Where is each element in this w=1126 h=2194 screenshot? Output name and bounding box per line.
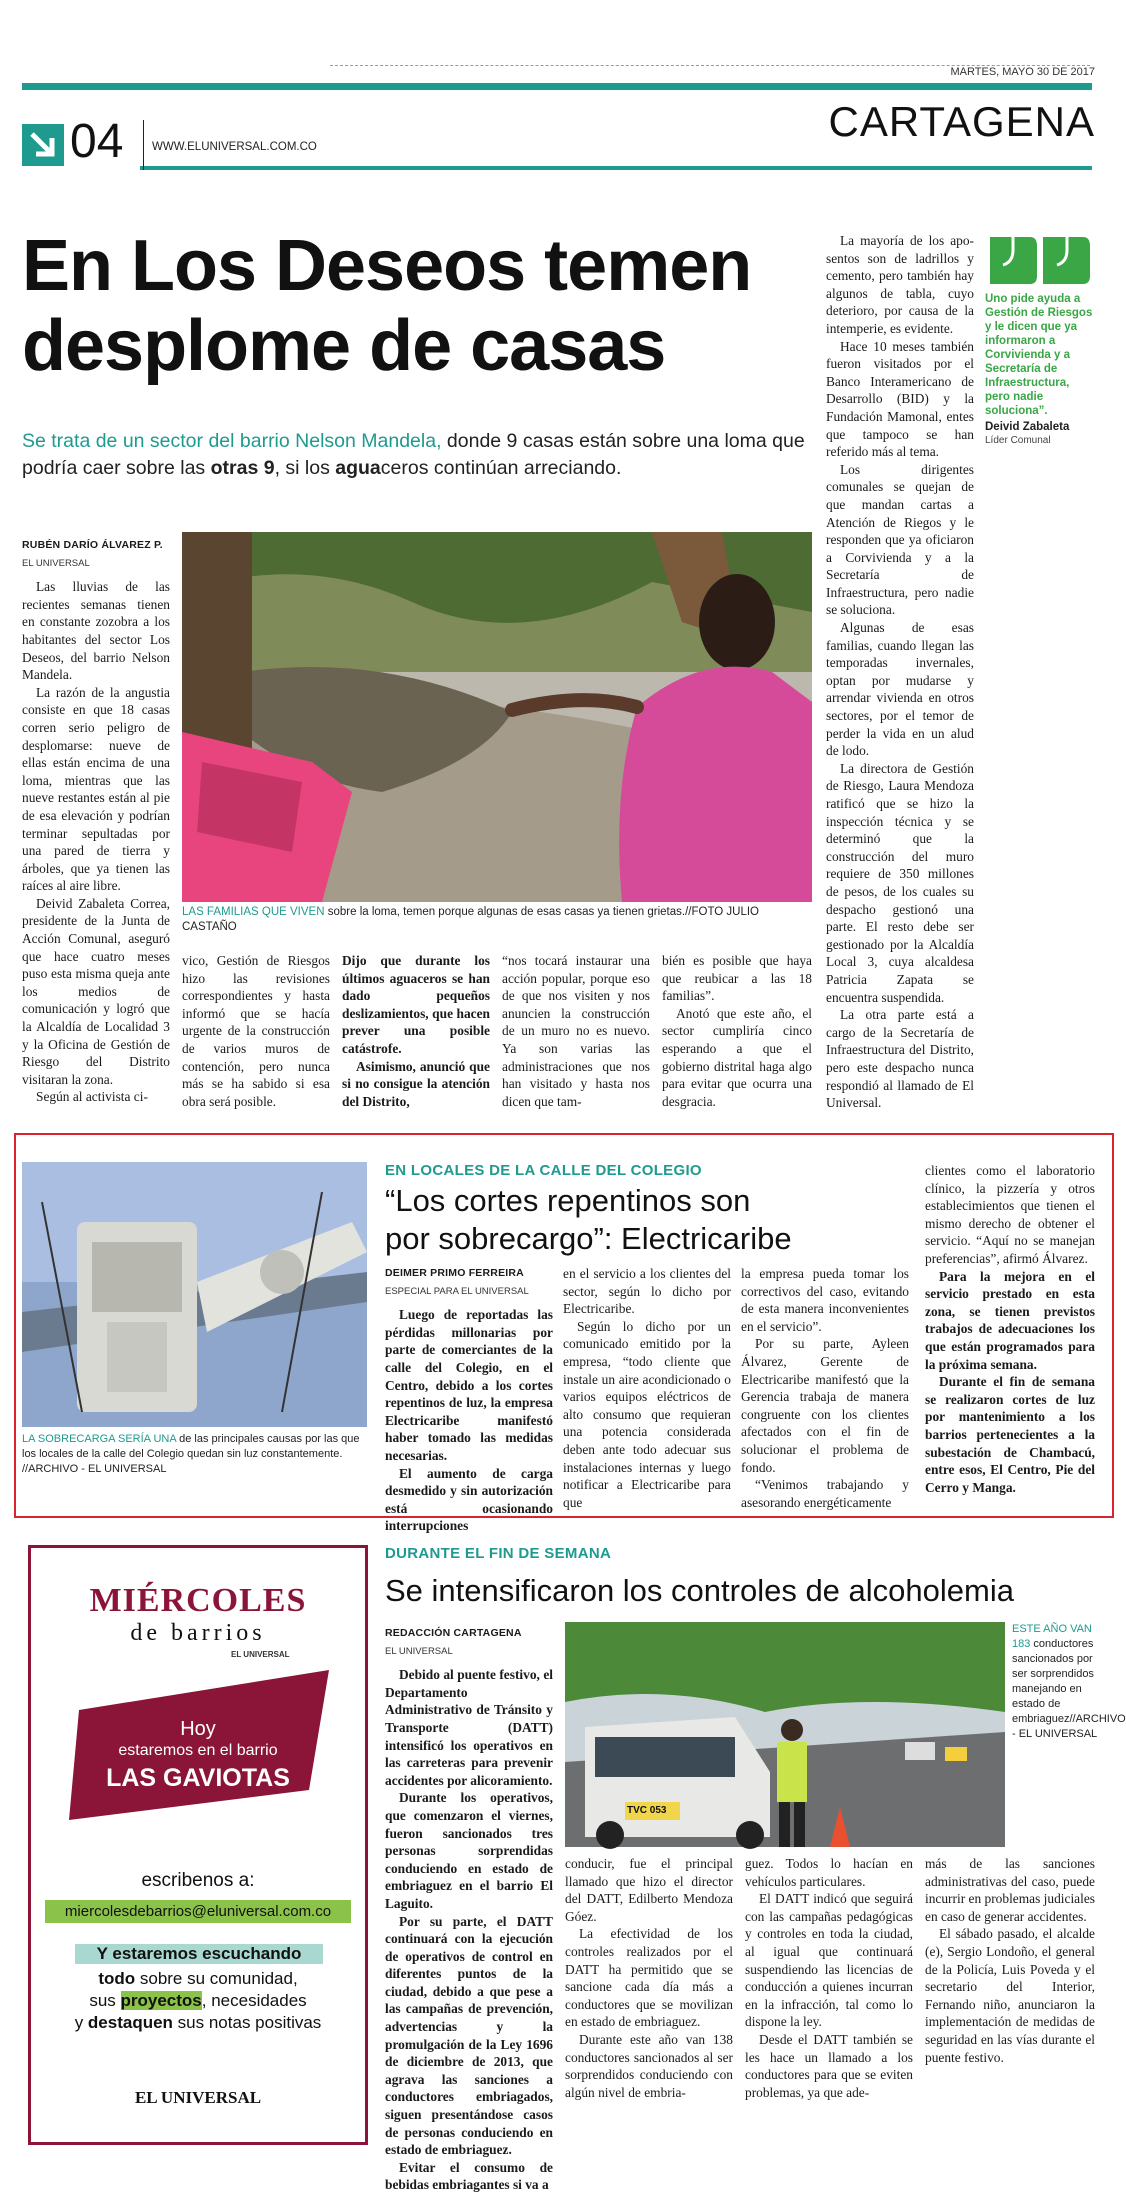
ad-body-text: sus	[89, 1991, 121, 2010]
story3-byline: REDACCIÓN CARTAGENA	[385, 1627, 522, 1639]
caption-lead: ESTE AÑO VAN 183	[1012, 1623, 1092, 1650]
paragraph: El aumento de carga desmedido y sin autorización está ocasionando interrupciones	[385, 1465, 553, 1534]
deck-lead: Se trata de un sector del barrio Nelson Mandela,	[22, 430, 442, 452]
pull-quote-text: Uno pide ayuda a Gestión de Riesgos y le dicen que ya informaron a Corvivienda y a Secretaría de Infraestructura, pero nadie soluciona”.	[985, 293, 1093, 417]
license-plate: TVC 053	[627, 1805, 667, 1816]
paragraph: Durante los operativos, que comenzaron el viernes, fueron sancionados tres personas sorprendidas conduciendo en estado de embriaguez en el barrio El Laguito.	[385, 1790, 553, 1911]
page-number-divider	[143, 120, 144, 170]
paragraph: Durante el fin de semana se realizaron cortes de luz por mantenimiento a los barrios pertenecientes a la subestación de Chambacú, entre esos, El Centro, Pie del Cerro y Manga.	[925, 1374, 1095, 1495]
paragraph: la empresa pueda tomar los correctivos del caso, evitando de esta manera inconvenientes en el servicio”.	[741, 1266, 909, 1334]
story1-column-2	[182, 952, 330, 1110]
story2-column-2	[563, 1265, 731, 1511]
deck-bold: agua	[335, 457, 381, 479]
paragraph: conducir, fue el principal llamado que hizo el director del DATT, Edilberto Mendoza Góez.	[565, 1856, 733, 1924]
pull-quote-role: Líder Comunal	[985, 435, 1051, 446]
section-title: CARTAGENA	[828, 98, 1095, 145]
story1-headline-line1: En Los Deseos temen	[22, 226, 752, 306]
issue-date: MARTES, MAYO 30 DE 2017	[950, 66, 1095, 78]
ad-ribbon-line3: LAS GAVIOTAS	[106, 1764, 290, 1792]
pull-quote-author: Deivid Zabaleta	[985, 421, 1070, 433]
website-url: WWW.ELUNIVERSAL.COM.CO	[152, 141, 317, 153]
story3-column-3	[745, 1855, 913, 2101]
pull-quote	[985, 292, 1095, 448]
deck-bold: otras 9	[210, 457, 275, 479]
page-header	[0, 0, 1125, 175]
deck-text: donde 9 casas están sobre una loma que podría caer sobre las	[22, 430, 805, 479]
story2-column-3	[741, 1265, 909, 1511]
paragraph: Deivid Zabaleta Correa, presidente de la Junta de Acción Comunal, aseguró que hace cuatro meses puso esta misma queja ante los medios de comunicación y logró que la Alcaldía de Localidad 3 y la Oficina de Gestión de Riesgo del Distrito visitaran la zona.	[22, 895, 170, 1087]
story1-column-4	[502, 952, 650, 1110]
deck-text: ceros continúan arreciando.	[380, 457, 622, 479]
paragraph: Las lluvias de las recientes semanas tienen en constante zozobra a los habitantes del sector Los Deseos, del barrio Nelson Mandela.	[22, 579, 170, 683]
ad-body-bold: destaquen	[87, 2013, 173, 2032]
story3-headline: Se intensificaron los controles de alcoholemia	[385, 1573, 1014, 1608]
story1-right-column	[826, 232, 974, 1112]
paragraph: en el servicio a los clientes del sector, según lo dicho por Electricaribe.	[563, 1266, 731, 1317]
paragraph: Durante este año van 138 conductores sancionados al ser sorprendidos conduciendo con algún nivel de embria-	[565, 2031, 733, 2100]
story1-headline	[22, 226, 822, 386]
ad-body-text: y	[74, 2013, 88, 2032]
ad-brand-outlet: EL UNIVERSAL	[231, 1650, 290, 1659]
paragraph: Desde el DATT también se les hace un llamado a los conductores para que se eviten problemas, ya que ade-	[745, 2031, 913, 2100]
ad-write-to: escribenos a:	[141, 1870, 255, 1891]
story2-column-4	[925, 1162, 1095, 1496]
story1-headline-line2: desplome de casas	[22, 306, 666, 386]
header-teal-bar	[22, 83, 1092, 90]
story2-headline-line1: “Los cortes repentinos son	[385, 1183, 751, 1218]
story3-column-2	[565, 1855, 733, 2101]
paragraph: La mayoría de los apo-sentos son de ladrillos y cemento, pero también hay algunos de tabla, cuyo deterioro, por causa de la intemperie, es evidente.	[826, 233, 974, 336]
paragraph: El DATT indicó que seguirá con las campañas pedagógicas y controles en toda la ciudad, al igual que continuará suspendiendo las licencias de conducción a quienes incurran en la infracción, tal como lo dispone la ley.	[745, 1891, 913, 2030]
deck-text: , si los	[274, 457, 336, 479]
story1-photo	[182, 532, 812, 902]
story3-kicker: DURANTE EL FIN DE SEMANA	[385, 1545, 612, 1562]
paragraph: Evitar el consumo de bebidas embriagantes si va a	[385, 2159, 553, 2193]
miercoles-ad	[28, 1545, 368, 2145]
story3-column-4	[925, 1855, 1095, 2066]
ad-footer-logo: EL UNIVERSAL	[134, 2088, 262, 2107]
paragraph: vico, Gestión de Riesgos hizo las revisiones correspondientes y hasta informó que se hacía urgente de la construcción de varios muros de contención, pero nunca más se ha sabido si esa obra será posible.	[182, 953, 330, 1109]
paragraph: La directora de Gestión de Riesgo, Laura Mendoza ratificó que se hizo la inspección técnica y se determinó que la construcción del muro requiere de 350 millones de pesos, de los cuales su despacho gestionó una parte. El resto debe ser gestionado por la Alcaldía Local 3, cuya alcaldesa Patricia Zapata se encuentra suspendida.	[826, 760, 974, 1005]
paragraph: Los dirigentes comunales se quejan de que mandan cartas a Atención de Riegos y le responden que ya oficiaron a Corvivienda y a la Secretaría de Infraestructura, pero nadie se soluciona.	[826, 461, 974, 618]
paragraph: La efectividad de los controles realizados por el DATT ha permitido que se sancione cada día más a conductores que se movilizan en estado de embriaguez.	[565, 1926, 733, 2030]
story1-column-1	[22, 537, 170, 1106]
header-teal-bar-bottom	[140, 166, 1092, 170]
story2-byline-outlet: ESPECIAL PARA EL UNIVERSAL	[385, 1285, 529, 1297]
story2-column-1	[385, 1265, 553, 1535]
arrow-icon	[22, 124, 64, 166]
story2-photo-caption	[22, 1432, 372, 1477]
ad-brand-subtitle: de barrios	[130, 1620, 266, 1646]
ad-body	[31, 1968, 365, 2034]
paragraph: “nos tocará instaurar una acción popular, porque eso de que nos visiten y nos anuncien la construcción de un muro no es nuevo. Ya son varias las administraciones que nos han visitado y hasta nos dicen que tam-	[502, 953, 650, 1109]
paragraph: Hace 10 meses también fueron visitados por el Banco Interamericano de Desarrollo (BID) y la Fundación Mamonal, entes que tampoco se han referido más al tema.	[826, 338, 974, 460]
paragraph: Por su parte, el DATT continuará con la ejecución de operativos de control en diferentes puntos de la ciudad, debido a que pese a las campañas de prevención, advertencias y la promulgación de la Ley 1696 de diciembre de 2013, que agrava las sanciones a conductores embriagados, siguen presentándose casos de personas conduciendo en estado de embriaguez.	[385, 1913, 553, 2158]
ad-body-text: , necesidades	[201, 1991, 307, 2010]
story1-column-3	[342, 952, 490, 1110]
paragraph: Según lo dicho por un comunicado emitido por la empresa, “todo cliente que instale un aire acondicionado o varios equipos eléctricos de alto consumo que requieran una potencia considerada deben ante todo adecuar sus instalaciones internas y luego notificar a Electricaribe para que	[563, 1318, 731, 1510]
paragraph: guez. Todos lo hacían en vehículos particulares.	[745, 1856, 913, 1889]
caption-text: de las principales causas por las que los locales de la calle del Colegio quedan sin luz constantemente. //ARCHIVO - EL UNIVERSAL	[22, 1433, 360, 1475]
paragraph: La otra parte está a cargo de la Secretaría de Infraestructura del Distrito, pero este despacho nunca respondió al llamado de El Universal.	[826, 1007, 974, 1111]
caption-lead: LA SOBRECARGA SERÍA UNA	[22, 1433, 177, 1445]
paragraph: clientes como el laboratorio clínico, la pizzería y otros establecimientos que tienen el mismo derecho de obtener el servicio. “Aquí no se manejan preferencias”, afirmó Álvarez.	[925, 1163, 1095, 1266]
story3-byline-outlet: EL UNIVERSAL	[385, 1645, 453, 1657]
paragraph: Por su parte, Ayleen Álvarez, Gerente de Electricaribe manifestó que la Gerencia trabaja de manera congruente con los clientes afectados con el fin de solucionar el problema de fondo.	[741, 1336, 909, 1475]
ad-email[interactable]: miercolesdebarrios@eluniversal.com.co	[45, 1900, 351, 1923]
story2-byline: DEIMER PRIMO FERREIRA	[385, 1267, 524, 1279]
story1-byline: RUBÉN DARÍO ÁLVAREZ P.	[22, 539, 163, 551]
story1-column-5	[662, 952, 812, 1110]
paragraph: Dijo que durante los últimos aguaceros se han dado pequeños deslizamientos, que hacen prever una posible catástrofe.	[342, 953, 490, 1056]
paragraph: El sábado pasado, el alcalde (e), Sergio Londoño, el general de la Policía, Luis Poveda y el secretario del Interior, Fernando niño, anunciaron la implementación de medidas de seguridad en las vías durante el puente festivo.	[925, 1926, 1095, 2065]
paragraph: Algunas de esas familias, cuando llegan las temporadas invernales, optan por mudarse y arrendar vivienda en otros sectores, por el temor de perder la vida en un alud de lodo.	[826, 620, 974, 759]
paragraph: “Venimos trabajando y asesorando energéticamente	[741, 1477, 909, 1510]
ad-body-text: sobre su comunidad,	[135, 1969, 298, 1988]
paragraph: Según al activista ci-	[36, 1089, 148, 1105]
ad-body-text: sus notas positivas	[172, 2013, 322, 2032]
story2-photo	[22, 1162, 367, 1427]
caption-lead: LAS FAMILIAS QUE VIVEN	[182, 906, 325, 918]
story3-photo	[565, 1622, 1005, 1847]
paragraph: bién es posible que haya que reubicar a las 18 familias”.	[662, 953, 812, 1004]
story3-column-1	[385, 1625, 553, 2194]
ad-body-bold: todo	[98, 1969, 136, 1988]
paragraph: Luego de reportadas las pérdidas millonarias por parte de comerciantes de la calle del Colegio, en el Centro, debido a los cortes repentinos de luz, la empresa Electricaribe manifestó haber tomado las medidas necesarias.	[385, 1307, 553, 1463]
ad-ribbon-line1: Hoy	[180, 1718, 216, 1740]
page-number: 04	[70, 115, 124, 168]
ad-body-bold: proyectos	[120, 1991, 202, 2010]
ad-listen-line: Y estaremos escuchando	[75, 1944, 323, 1964]
story2-headline-line2: por sobrecargo”: Electricaribe	[385, 1221, 792, 1256]
paragraph: La razón de la angustia consiste en que 18 casas corren serio peligro de desplomarse: nueve de ellas están encima de una loma, mientras que las nueve restantes están al pie de esa elevación y podrían terminar sepultadas por una pared de tierra y árboles, que ya tienen las raíces al aire libre.	[22, 684, 170, 894]
story1-deck	[22, 428, 812, 482]
story2-headline	[385, 1182, 925, 1258]
paragraph: Para la mejora en el servicio prestado en esta zona, se tienen previstos trabajos de adecuaciones los que están programados para la próxima semana.	[925, 1268, 1095, 1372]
quote-marks-icon	[985, 232, 1095, 287]
ad-brand-title: MIÉRCOLES	[89, 1582, 307, 1619]
paragraph: Asimismo, anunció que si no consigue la atención del Distrito,	[342, 1058, 490, 1109]
story1-photo-caption	[182, 905, 812, 935]
story2-kicker: EN LOCALES DE LA CALLE DEL COLEGIO	[385, 1162, 702, 1179]
story3-side-caption	[1012, 1622, 1126, 1742]
paragraph: Debido al puente festivo, el Departamento Administrativo de Tránsito y Transporte (DATT) intensificó los operativos en las carreteras para prevenir accidentes por alicoramiento.	[385, 1667, 553, 1788]
caption-text: sobre la loma, temen porque algunas de esas casas ya tienen grietas.//FOTO JULIO CASTAÑO	[182, 906, 759, 933]
paragraph: Anotó que este año, el sector cumpliría cinco esperando a que el gobierno distrital haga algo para evitar que ocurra una desgracia.	[662, 1005, 812, 1109]
ad-ribbon-line2: estaremos en el barrio	[118, 1742, 278, 1759]
paragraph: más de las sanciones administrativas del caso, puede incurrir en problemas judiciales en caso de generar accidentes.	[925, 1856, 1095, 1924]
story1-byline-outlet: EL UNIVERSAL	[22, 557, 90, 569]
caption-text: conductores sancionados por ser sorprendidos manejando en estado de embriaguez//ARCHIVO - EL UNIVERSAL	[1012, 1638, 1126, 1740]
